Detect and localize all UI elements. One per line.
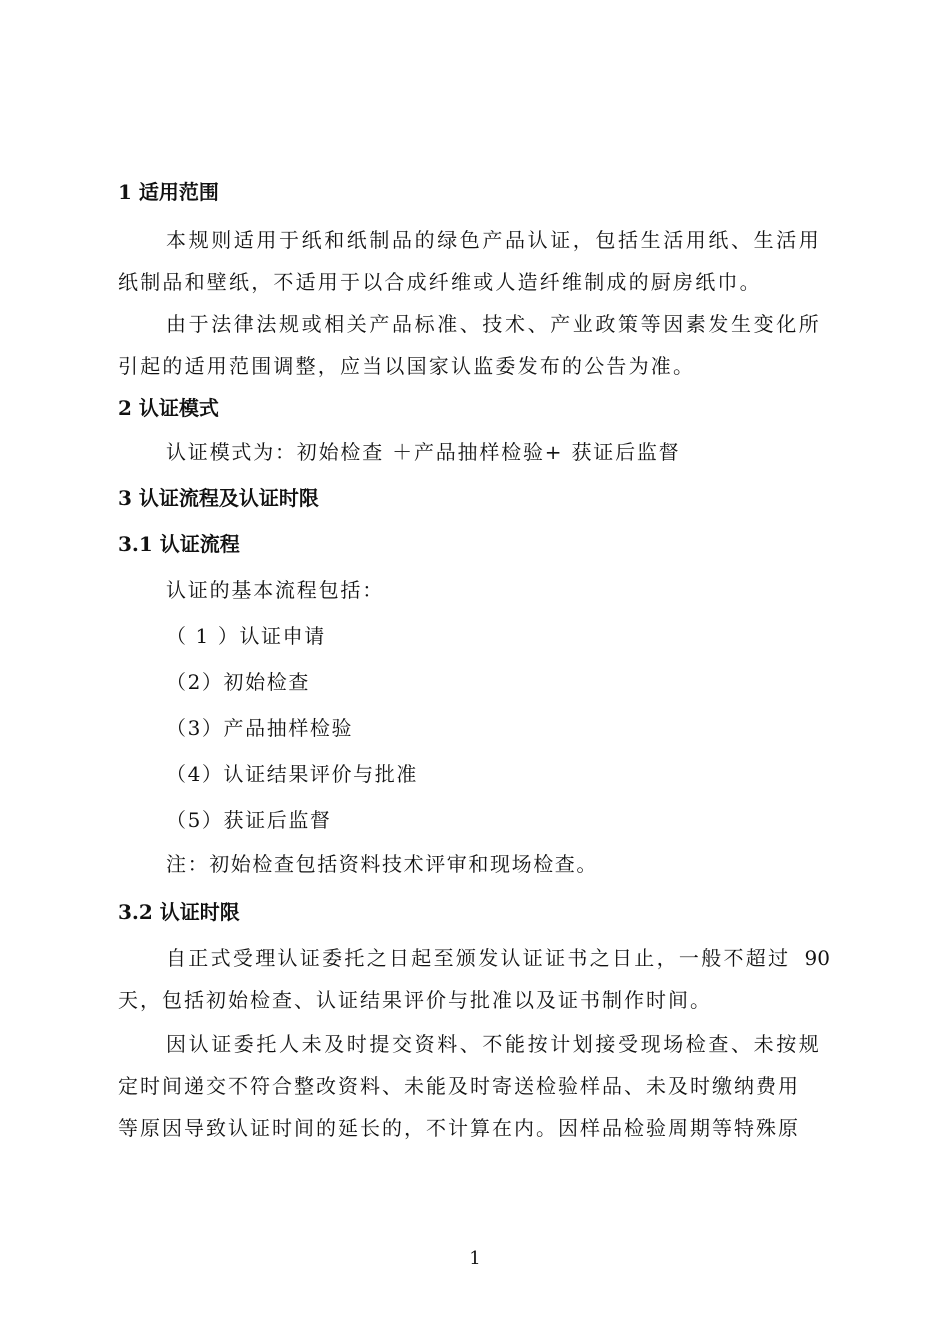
section-3-2-paragraph-2-line-3: 等原因导致认证时间的延长的，不计算在内。因样品检验周期等特殊原: [118, 1116, 800, 1140]
list-item: （2）初始检查: [166, 670, 310, 694]
list-item: （5）获证后监督: [166, 808, 332, 832]
section-1-paragraph-2-line-1: 由于法律法规或相关产品标准、技术、产业政策等因素发生变化所: [166, 312, 822, 336]
list-item: （4）认证结果评价与批准: [166, 762, 418, 786]
paragraph-number: 90: [804, 946, 830, 970]
page-number: 1: [469, 1248, 481, 1269]
section-3-1-heading: 3.1 认证流程: [118, 532, 240, 556]
section-3-heading: 3 认证流程及认证时限: [118, 486, 319, 510]
section-2-heading: 2 认证模式: [118, 396, 219, 420]
list-item: （ 1 ）认证申请: [166, 624, 326, 648]
section-1-paragraph-2-line-2: 引起的适用范围调整，应当以国家认监委发布的公告为准。: [118, 354, 696, 378]
section-3-1-note: 注：初始检查包括资料技术评审和现场检查。: [166, 852, 598, 876]
section-3-2-paragraph-2-line-1: 因认证委托人未及时提交资料、不能按计划接受现场检查、未按规: [166, 1032, 822, 1056]
section-3-1-intro: 认证的基本流程包括：: [166, 578, 384, 602]
section-1-heading: 1 适用范围: [118, 180, 219, 204]
list-item: （3）产品抽样检验: [166, 716, 354, 740]
section-3-2-paragraph-1-line-1: [166, 944, 830, 972]
section-1-paragraph-1-line-1: 本规则适用于纸和纸制品的绿色产品认证，包括生活用纸、生活用: [166, 228, 822, 252]
section-2-paragraph: 认证模式为：初始检查 ＋产品抽样检验+ 获证后监督: [166, 440, 681, 464]
section-3-2-heading: 3.2 认证时限: [118, 900, 240, 924]
section-3-2-paragraph-1-line-2: 天，包括初始检查、认证结果评价与批准以及证书制作时间。: [118, 988, 712, 1012]
section-1-paragraph-1-line-2: 纸制品和壁纸，不适用于以合成纤维或人造纤维制成的厨房纸巾。: [118, 270, 762, 294]
paragraph-text: 自正式受理认证委托之日起至颁发认证证书之日止，一般不超过: [166, 946, 791, 970]
section-3-2-paragraph-2-line-2: 定时间递交不符合整改资料、未能及时寄送检验样品、未及时缴纳费用: [118, 1074, 800, 1098]
